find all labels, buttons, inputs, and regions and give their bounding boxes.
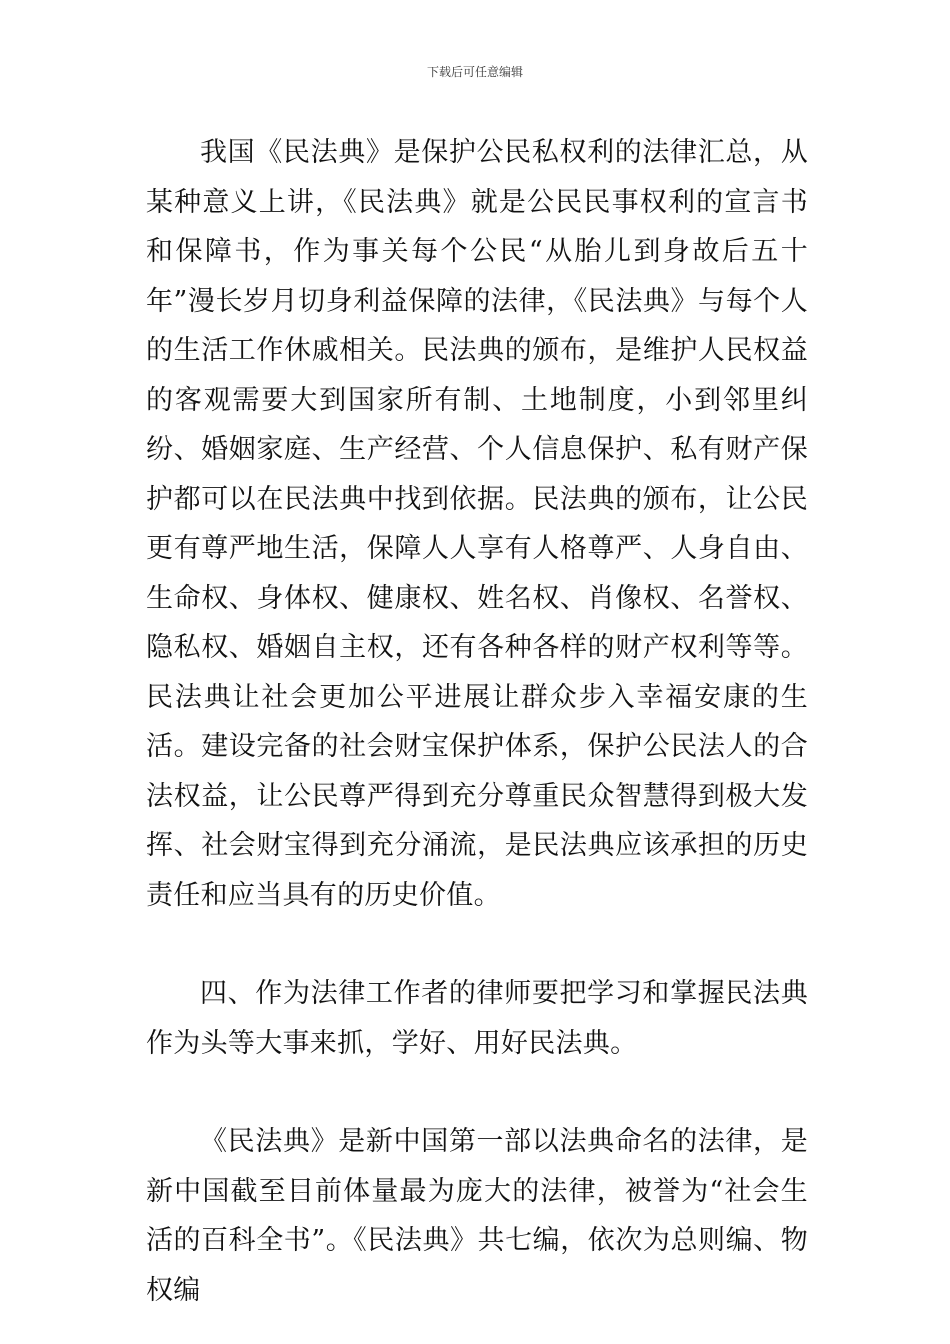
paragraph-civil-code-structure: 《民法典》是新中国第一部以法典命名的法律，是新中国截至目前体量最为庞大的法律，被誉为“社会生活的百科全书”。《民法典》共七编，依次为总则编、物权编: [146, 1126, 808, 1306]
page-header: 下载后可任意编辑: [426, 65, 523, 79]
paragraph-civil-code-rights: 我国《民法典》是保护公民私权利的法律汇总，从某种意义上讲，《民法典》就是公民民事权利的宣言书和保障书，作为事关每个公民“从胎儿到身故后五十年”漫长岁月切身利益保障的法律，《民法典》与每个人的生活工作休戚相关。民法典的颁布，是维护人民权益的客观需要大到国家所有制、土地制度，小到邻里纠纷、婚姻家庭、生产经营、个人信息保护、私有财产保护都可以在民法典中找到依据。民法典的颁布，让公民更有尊严地生活，保障人人享有人格尊严、人身自由、生命权、身体权、健康权、姓名权、肖像权、名誉权、隐私权、婚姻自主权，还有各种各样的财产权利等等。民法典让社会更加公平进展让群众步入幸福安康的生活。建设完备的社会财宝保护体系，保护公民法人的合法权益，让公民尊严得到充分尊重民众智慧得到极大发挥、社会财宝得到充分涌流，是民法典应该承担的历史责任和应当具有的历史价值。: [146, 137, 808, 911]
paragraph-section-four-heading: 四、作为法律工作者的律师要把学习和掌握民法典作为头等大事来抓，学好、用好民法典。: [146, 978, 808, 1059]
document-body: [146, 128, 808, 1315]
